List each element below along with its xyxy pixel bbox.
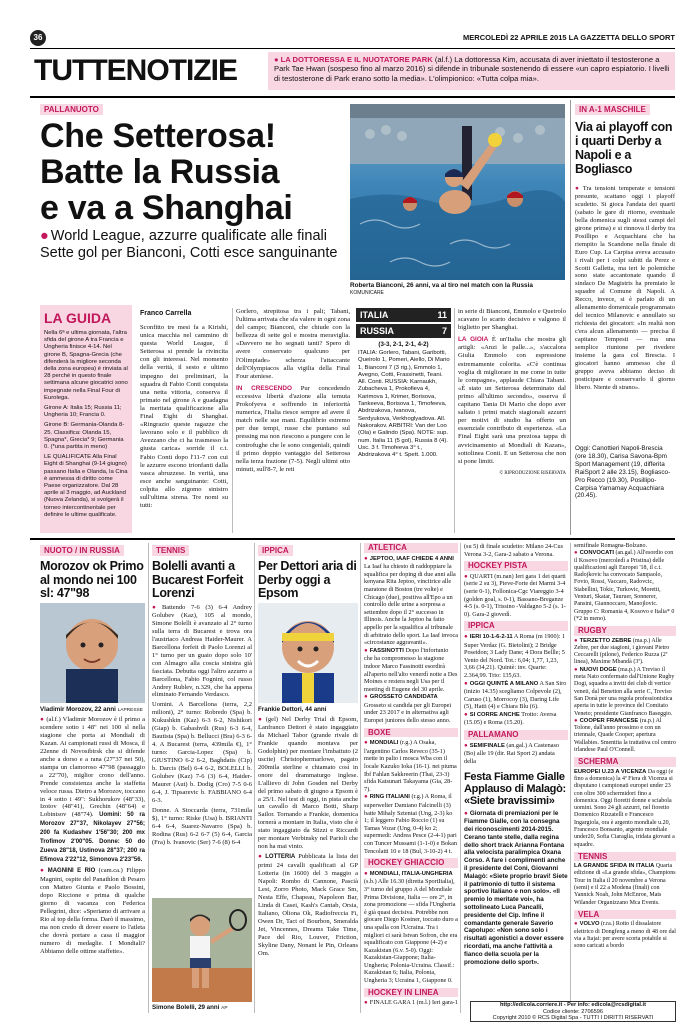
ippica-photo-caption: Frankie Dettori, 44 anni	[258, 706, 327, 713]
dettori-photo	[258, 603, 358, 703]
footer-code: Codice cliente: 2706596	[542, 1008, 604, 1015]
sidebar-kicker: IN A-1 MASCHILE	[575, 104, 650, 115]
boxe-head: BOXE	[364, 728, 458, 738]
gialle-title: Festa Fiamme Gialle Applauso di Malagò: «Siete bravissimi»	[464, 771, 566, 808]
nuoto-title: Morozov ok Primo al mondo nei 100 sl: 47"98	[40, 559, 144, 600]
footer-url[interactable]: http://edicola.corriere.it - Per info: edicola@rcsdigital.it	[500, 1002, 646, 1008]
ippica-text: ● (gel) Nel Derby Trial di Epsom, Lanfranco Dettori è stato ingaggiato da Michael Tabor (grande rivale di Frankie quando montava per Godolphin) per montare l'imbattuto (2 uscite) Christophermarlowe, pagato 200mila sterline e chiamato così in onore del drammaturgo inglese. L'allievo di John Gosden nel Derby del primo sabato di giugno a Epsom è a 25/1. Nel test di oggi, in pista anche un cavallo di Marco Botti, Sharp Sailor. Tornando a Frankie, domenica tornerà a montare in Italia, visto che è stato ingaggiato da Stizzi e Riccardi per montare Verbinsky nel Parioli che non ha mai vinto. ● LOTTERIA Pubblicata la lista dei primi 24 cavalli qualificati al GP Lotteria (in 1600) del 3 maggio a Napoli: Rombo di Cannone, Pascià Lest, Zorro Photo, Mack Grace Sm, Nesta Effe, Chapeau, Napoleon Bar, Linda di Casei, Kash's Cantab, Orsia, Italiano, Oliona Ok, Radiofreccia Fi, Owen Dr, Tact of Bourbon, Smeralda Jet, Vincennes, Dreams Take Time, Pace del Rio, Louver, Friction, Skyline Dany, Nonant le Pin, Orleans Om.	[258, 716, 358, 958]
tennis-b-head: TENNIS	[574, 852, 676, 861]
score-partials: (3-3, 2-1, 2-1, 4-2)	[378, 341, 429, 348]
scherma-head: SCHERMA	[574, 757, 676, 766]
briefs-col3: semifinale Romagna-Bolzano. ● CONVOCATI (an.gal.) All'esordio con il Kosovo (mercoledì a Pristina) delle qualificazioni agli Europei '18, il c.t. Radojkovic ha convocato Sampaolo, Fovio, Rossi, Vaccaro, Radovcic, Stabellini, Tokic, Turkovic, Moretti, Venturi, Skatar, Tauruer, Sonnerer, Pansini, Giannoccaro, Manojlovic. Gruppo C: Romania 4, Kosovo e Italia* 0 (*2 in meno). RUGBY ● TERZETTO ZEBRE (ma.p.) Alle Zebre, per due stagioni, i giovani Pietro Ceccarelli (pilone), Federico Ruzza (2ª linea), Maxime Mbandà (3ª). ● NUOVI DOGE (ma.p.) A Treviso il meta Nato confermato dall'Unione Rugby Dogi, squadra a inviti dei club di vertice veneti, dal Benetton alla serie C, Treviso San Donà per una regola professionistica aperta in tutte le province del Comitato Veneto; presidente Gianfranco Baseggio. ● COOPER FRANCESE (ra.p.) Al Tolone, dall'anno prossimo e con un triennale, Quade Cooper; apertura Wallabies. Smentita la trattativa col centro irlandese Paul O'Connell. SCHERMA EUROPEI U.23 A VICENZA Da oggi (e fino a domenica) la 4ª Fiera di Vicenza si disputano i campionati europei under 23 con oltre 300 schermidori fino a domenica. Oggi fioretti donne e sciabola uomini. Sono 24 gli azzurri, nel fioretto Domenico Rizzatelli e Francesco Ingargiola, ora è argento mondiale u.20, Francesco Bonsanto, argento mondiale under20, Sofia Ciaraglia, iridata giovani a squadre. TENNIS LA GRANDE SFIDA IN ITALIA Quarta edizione di «La grande sfida», Champions Tour in Italia il 20 novembre a Verona (semi) e il 22 a Modena (finali) con Yannick Noah, John McEnroe, Mats Wilander Organizzano Mca Events. VELA ● VOLVO (r.ra.) Rotto il dissalatore elettrico di Dongfeng a meno di 48 ore dal via a Itajai: per avere scorta potabile si sono caricati a bordo	[574, 543, 676, 950]
score-row-italia: ITALIA 11	[356, 308, 451, 322]
pallamano-head: PALLAMANO	[464, 730, 568, 740]
top-story-text: (al.f.) La dottoressa Kim, accusata di aver iniettato il testosterone a Park Tae Hwan (sospeso fino al marzo 2016) si difende in tribunale sostenendo di essere «un capro espiatorio. I livelli di testosterone di Park erano sotto la media». L'olimpionico: «Tutta colpa mia».	[274, 55, 670, 83]
ippica-kicker: IPPICA	[258, 545, 293, 556]
water-polo-scene-icon	[350, 104, 565, 280]
section-title: TUTTENOTIZIE	[34, 54, 237, 87]
main-photo	[350, 104, 565, 280]
sidebar-text: ● Tra tensioni temperate e tensioni presunte, scattano oggi i playoff scudetto. Si gioca l'andata dei quarti (sabato le gare di ritorno, eventuale bella domenica sugli stessi campi del girone prima) e si rinnova il derby tra Posillipo e Acquachiara che ha riempito la Scandone nella finale di Euro Cup. La Carpisa aveva accusato i rivali per i colpi subiti da Perez e Scotti Galletta, ma ieri le polemiche sono state accantonate quando il sindaco De Magistris ha premiato le squadre al Comune di Napoli. A Recco, invece, si è parlato di un allenamento domenicale programmato del tecnico Milanovic e annullato su richiesta dei giocatori: «In realtà non c'era alcun allenamento — precisa il capitano Tempesti — ma una semplice riunione per rivedere insieme la gara col Brescia. I giocatori hanno ammesso che il gruppo aveva abbiamo deciso di posticipare e conservarlo il giorno libero. Niente di strano».	[575, 185, 675, 392]
ippica-title: Per Dettori aria di Derby oggi a Epsom	[258, 559, 357, 600]
swimmer-portrait-icon	[40, 603, 145, 703]
top-story-head: LA DOTTORESSA E IL NUOTATORE PARK	[280, 55, 433, 64]
score-row-russia: RUSSIA 7	[356, 324, 451, 338]
date-line: MERCOLEDÌ 22 APRILE 2015 LA GAZZETTA DELLO SPORT	[463, 33, 675, 42]
rugby-head: RUGBY	[574, 626, 676, 635]
footer-copyright: Copyright 2010 © RCS Digital Spa - TUTTI I DIRITTI RISERVATI	[492, 1015, 654, 1022]
nuoto-photo-caption: Vladimir Morozov, 22 anni LAPRESSE	[40, 706, 143, 713]
jockey-portrait-icon	[258, 603, 358, 703]
guida-text: Nella 6ª e ultima giornata, l'altra sfida del girone A tra Francia e Ungheria finisce 4-14. Nel girone B, Spagna-Grecia (che difenderà la migliore seconda della zona europea) è rinviata al 28 perché in questo finale settimana alcune giocatrici sono impegnate nella Final Four di Eurolega. Girone A: Italia 15; Russia 11; Ungheria 10; Francia 0. Girone B: Germania-Olanda 8-25. Classifica: Olanda 15, Spagna*, Grecia* 9; Germania 0. (*una partita in meno) LE QUALIFICATE Alla Final Eight di Shanghai (9-14 giugno) passano Italia e Olanda, la Cina è ammessa di diritto come Paese organizzatore. Dal 28 aprile al 3 maggio, ad Auckland (Nuova Zelanda), si svolgerà il torneo intercontinentale per definire le ultime qualificate.	[44, 330, 128, 518]
hockey-head: HOCKEY GHIACCIO	[364, 858, 458, 868]
top-story	[274, 55, 670, 83]
main-body-col3: in serie di Bianconi, Emmolo e Queirolo scavano lo scarto decisivo e valgono il biglietto per Shanghai. LA GIOIA È un'Italia che mostra gli artigli: «Anzi le palle...», s'accalora Giulia Emmolo con espressione estremamente colorita. «C'è continua voglia di migliorare in me come in tutte le compagne», applaude Chiara Tabani. «È stato un Setterosa determinato dal primo all'ultimo secondo», osserva il capitano Tania Di Mario che dopo aver saltato i primi match stagionali azzurri per motivi di studio ha offerto un essenziale contributo di esperienza. «La Final Eight sarà una preziosa tappa di avvicinamento ai Mondiali di Kazan», sottolinea Conti. E un Setterosa che non si pone limiti. © RIPRODUZIONE RISERVATA	[458, 308, 566, 476]
tennis-player-icon	[152, 898, 252, 1002]
page-number: 36	[30, 30, 46, 46]
hockey-linea-head: HOCKEY IN LINEA	[364, 988, 458, 998]
tennis-kicker: TENNIS	[152, 545, 189, 556]
tennis-photo-caption: Simone Bolelli, 29 anni AP	[152, 1004, 228, 1011]
atletica-head: ATLETICA	[364, 543, 458, 553]
nuoto-kicker: NUOTO / IN RUSSIA	[40, 545, 124, 556]
main-author: Franco Carrella	[140, 310, 192, 317]
main-photo-caption: Roberta Bianconi, 26 anni, va al tiro nel match con la Russia KOMUNICARE	[350, 282, 533, 296]
guida-title: LA GUIDA	[44, 310, 112, 326]
main-kicker: PALLANUOTO	[40, 104, 103, 115]
main-body-col1: Sconfitto tre mesi fa a Kirishi, unica macchia nel cammino di questa World League, il Setterosa si prende la rivincita con gli interessi. Nel momento della verità, il sesto e ultimo impegno dei preliminari, la squadra di Fabio Conti conquista una netta vittoria, conserva il primato nel girone A e guadagna la meritata qualificazione alla Final Eight di Shanghai. «Ringrazio queste ragazze che lavorano solo e il pubblico di Avezzano che ci ha trasmesso la giusta carica» sorride il c.t. Fabio Conti dopo l'11-7 con cui le azzurre escono trionfanti dalla vasca abruzzese. In verità, una esce anche sanguinante: Cotti, colpita allo zigomo sinistro sull'ultima sirena. Tre nomi su tutti:	[140, 324, 228, 510]
briefs-col2: (su 5) di finale scudetto: Milano 24-Cus Verona 3-2, Gara-2 sabato a Verona. HOCKEY PISTA ● QUARTI (m.nan) Ieri gara 1 dei quarti (serie 2 su 3), Pieve-Forte dei Marmi 3-4 (serie 0-1), Follonica-Cgc Viareggio 3-4 (golden goal, s. 0-1), Bassano-Breganze 4-5 (s. 0-1), Trissino -Valdagno 5-2 (s. 1-0). Gara-2 giovedì. IPPICA ● IERI 10-1-6-2-11 A Roma (m 1900): 1 Super Verdaz (G. Bietolini); 2 Bridge Poseidon; 3 Lady Dane; 4 Dora Bellle; 5 Vento del Nord. Tot.: 6,04; 1,77, 1,23, 3,66 (34,21). Quintè: inv. Quarte: 2.364,99. Trio: 135,63. ● OGGI QUINTÈ A MILANO A San Siro (inizio 14.35) scegliamo Colpevole (2), Caruso (1), Morrocoy (3), Daring Life (5), Hatti (4) e Chiara Blu (6). ● SI CORRE ANCHE Trotto: Aversa (15.05) e Roma (15.20). PALLAMANO ● SEMIFINALE (an.gal.) A Castenaso (Bo) alle 19 (dir. Rai Sport 2) andata della Festa Fiamme Gialle Applauso di Malagò: «Siete bravissimi» ● Giornata di premiazioni per le Fiamme Gialle, con la consegna dei riconoscimenti 2014-2015. Cerano tante stelle, dalla regina dello short track Arianna Fontana alla velocista paralimpica Oxana Corso. A fare i complimenti anche il presidente del Coni, Giovanni Malagò: «Siete proprio bravi! Siete il patrimonio di tutto il sistema sportivo italiano e non solo». «Il premio lo meritate voi», ha sottolineato Luca Pancalli, presidente del Cip. Infine il comandante generale Saverio Capolupo: «Non sono solo i risultati agonistici a dover essere ricordati, ma anche l'attività a fianco della scuola per la promozione dello sport».	[464, 543, 568, 966]
main-body-col2: Gorlero, strepitosa tra i pali; Tabani, l'ultima arrivata che sfa valere in ogni zona del campo; Bianconi, che chiude con la bellezza di sette gol e mostra meraviglia. «Davvero ne ho segnati tanti? Spero di avere conservato qualcuno per l'Olimpiade» scherza l'attaccante dell'Olympiacos alla vigilia della Final Four ateniese. IN CRESCENDO Pur concedendo eccessiva libertà d'azione alla temuta Prokofyeva e soffrendo in inferiorità numerica, l'Italia riesce sempre ad avere il match nelle sue mani. Equilibrio estremo per due tempi, russe che puntano sul pressing ma non riescono a pungere con le controfughe che le sono congeniali, quindi il primo doppio vantaggio del Setterosa nella terza frazione (7-5). Negli ultimi otto minuti, sull'8-7, le reti	[236, 308, 350, 473]
sidebar-title: Via ai playoff con i quarti Derby a Napoli e a Bogliasco	[575, 120, 673, 176]
score-lineup: ITALIA: Gorlero, Tabani, Garibotti, Queirolo 1, Pomeri, Aiello, Di Mario 1, Bianconi 7 (3 rig.), Emmolo 1, Avegno, Cotti, Frassinetti, Teani. All. Conti. RUSSIA: Karnaukh, Zubacheva 1, Prokofieva 4, Karimova 1, Krimer, Borisova, Tankeeva, Borisova 1, Timofeeva, Abdrizakova, Ivanova, Serdyukova, Verkhoglyadova. All. Nakorakov. ARBITRI: Van der Loo (Ola) e Galindo (Spa). NOTE: sup. num. Italia 11 (5 gol), Russia 8 (4). Usc. 3 f. Timofeeva 3° t., Abdrizakova 4° t. Spett. 1.000.	[358, 350, 450, 459]
bolelli-photo	[152, 898, 252, 1002]
tennis-title: Bolelli avanti a Bucarest Forfeit Lorenzi	[152, 559, 244, 600]
tennis-text: ● Battendo 7-6 (3) 6-4 Andrey Golubev (Kaz), 105 al mondo, Simone Bolelli è avanzato al 2° turno sulla terra di Bucarest e trova ora l'austriaco Andreas Haider-Maurer. A Barcellona forfeit di Paolo Lorenzi al 1° turno per un guaio dopo solo 10' con Almagro alla coscia sinistra già fasciata. Debutta oggi l'altro azzurro a Barcellona, Fabio Fognini, col russo Andrey Rublev, n.329, che ha appena eliminato Fernando Verdasco. Uomini. A Barcellona (terra, 2,2 milioni), 2° turno: Robredo (Spa) b. Kukushkin (Kaz) 6-3 6-2, Nishikori (Giap) b. Gabashvili (Rus) 6-3 6-4, Bautista (Spa) b. Bellucci (Bra) 6-3 6-4. A Bucarest (terra, 439mila €), 1° turno: Garcia-Lopez (Spa) b. GIUSTINO 6-2 6-2, Baghdatis (Cip) b. Darcis (Bel) 6-4 6-2, BOLELLI b. Golubev (Kaz) 7-6 (3) 6-4, Haider-Maurer (Aut) b. Dodig (Cro) 7-5 0-6 6-4, J. Tipsarevic b. FABBIANO 6-4 6-3. Donne. A Stoccarda (terra, 731mila $), 1° turno: Riske (Usa) b. BRIANTI 6-4 6-4, Suarez-Navarro (Spa) b. Rodina (Rus) 6-2 6-7 (5) 6-4, Garcia (Fra) b. Ivanovic (Ser) 7-6 (8) 6-4	[152, 604, 252, 847]
briefs-col1: ATLETICA ● JEPTOO, IAAF CHIEDE 4 ANNI La Iaaf ha chiesto di raddoppiare la squalifica per doping di due anni alla kenyana Rita Jeptoo, vincitrice alle maratone di Boston (tre volte) e Chicago (due), positiva all'Epo a un controllo delle urine a sorpresa a settembre dopo il 2° successo in Illinois. Anche la Jeptoo ha fatto appello per la squalifica al tribunale di arbitrato dello sport. La Iaaf invoca «circostanze aggravanti». ● FASSINOTTI Dopo l'infortunio che ha compromesso la stagione indoor Marco Fassinotti esordirà all'aperto nell'alto venerdì notte a Des Moines e restera negli Usa per il meeting di Eugene del 30 aprile. ● GROSSETO CANDIDATA Grosseto si candida per gli Europei under 23 2017 e in alternativa agli Europei juniores dello stesso anno. BOXE ● MONDIALI (r.g.) A Osaka, l'argentino Carlos Reveco (35-1) mette in palio i mosca Wba con il locale Kazuko Ioka (16-1). nei piuma Ibf Fahlan Sakkreerin (Thai, 23-3) sfida Katsunari Takayama (Gia, 28-7). ● RING ITALIANI (r.g.) A Roma, il superwelter Damiano Falcinelli (3) batte Mihaly Sztentai (Ung, 2-3) ko 1; il leggero Fabio Roccio (1) su Tamas Vozar (Ung, 0-4) ko 2; supermedi: Andrea Pesce (2-4-1) pari con Tuncer Mussami (1-1-0) e Bokan Tencolatti 10 e 18 (Bul, 3-10-2) 4 t. HOCKEY GHIACCIO ● MONDIALI, ITALIA-UNGHERIA (s.b.) Alle 16.30 (diretta SportItalia), 3° turno del gruppo A del Mondiale Prima Divisione, Italia — ore 2°, in zona promozione — sfida l'Ungheria è già quasi decisiva. Potrebbe non giocare Diego Kostner, toccato duro a una spalla con l'Ucraina. Tra i migliori ci sarà Istvan Sofron, che era squalificato con Giappone (4-2) e Kazakistan (6.v. 5-0). Oggi: Kazakistan-Giappone; Italia-Ungheria; Polonia-Ucraina. Classif.: Kazakistan 6; Italia, Polonia, Ungheria 3; Ucraina 1, Giappone 0. HOCKEY IN LINEA ● FINALE GARA 1 (m.l.) Ieri gara-1	[364, 543, 458, 1007]
vela-head: VELA	[574, 910, 676, 919]
main-title: Che Setterosa! Batte la Russia e va a Shanghai	[40, 117, 293, 227]
ippica-b-head: IPPICA	[464, 621, 568, 631]
hockey-pista-head: HOCKEY PISTA	[464, 561, 568, 571]
morozov-photo	[40, 603, 145, 703]
footer-box	[470, 1001, 676, 1022]
nuoto-text: ● (al.f.) Vladimir Morozov è il primo a scendere sotto i 48" nei 100 sl nella stagione che porta ai Mondiali di Kazan. Ai campionati russi di Mosca, il 22enne di Novosibirsk che si difende anche a dorso e a rana (27"37 nei 50), stampa un clamoroso 47"98 (passaggio a 22"70), miglior crono dell'anno. Prende consistenza anche la staffetta veloce russa. Dietro a Morozov, toccano in 4 sotto i 49": Sukhorukov (48"33), Izotov (48"41), Grechin (48"64) e Lobintsov (48"74). Uomini: 50 ra Morozov 27"37, Nikolayev 27"56; 200 fa Kudashev 1'56"30; 200 mx Trofimov 2'00"05. Donne: 50 do Zueva 28"18, Ustinova 28"37; 200 ra Efimova 2'22"12, Simonova 2'23"56. ● MAGNINI E RIO (cam.ca.) Filippo Magnini, ospite del Panathlon di Pesaro con Matteo Giunta e Paolo Bossini, dopo Riccione e prima di qualche giorno di vacanza con Federica Pellegrini, dice: «Speriamo di arrivare a Rio al top della forma. Darò il massimo, ma non credo di dover essere io l'atleta che dovrà portare a casa il maggior numero di medaglie. I Mondiali? Abbiamo delle ottime staffette».	[40, 716, 145, 956]
main-subtitle: ● World League, azzurre qualificate alle finali Sette gol per Bianconi, Cotti esce sanguinante	[40, 228, 340, 262]
sidebar-oggi: Oggi: Canottieri Napoli-Brescia (ore 18.30), Carisa Savona-Bpm Sport Management (19, differita RaiSport 2 alle 23.15), Bogliasco-Pro Recco (19.30), Posillipo-Carpisa Yamamay Acquachiara (20.45).	[575, 445, 671, 500]
